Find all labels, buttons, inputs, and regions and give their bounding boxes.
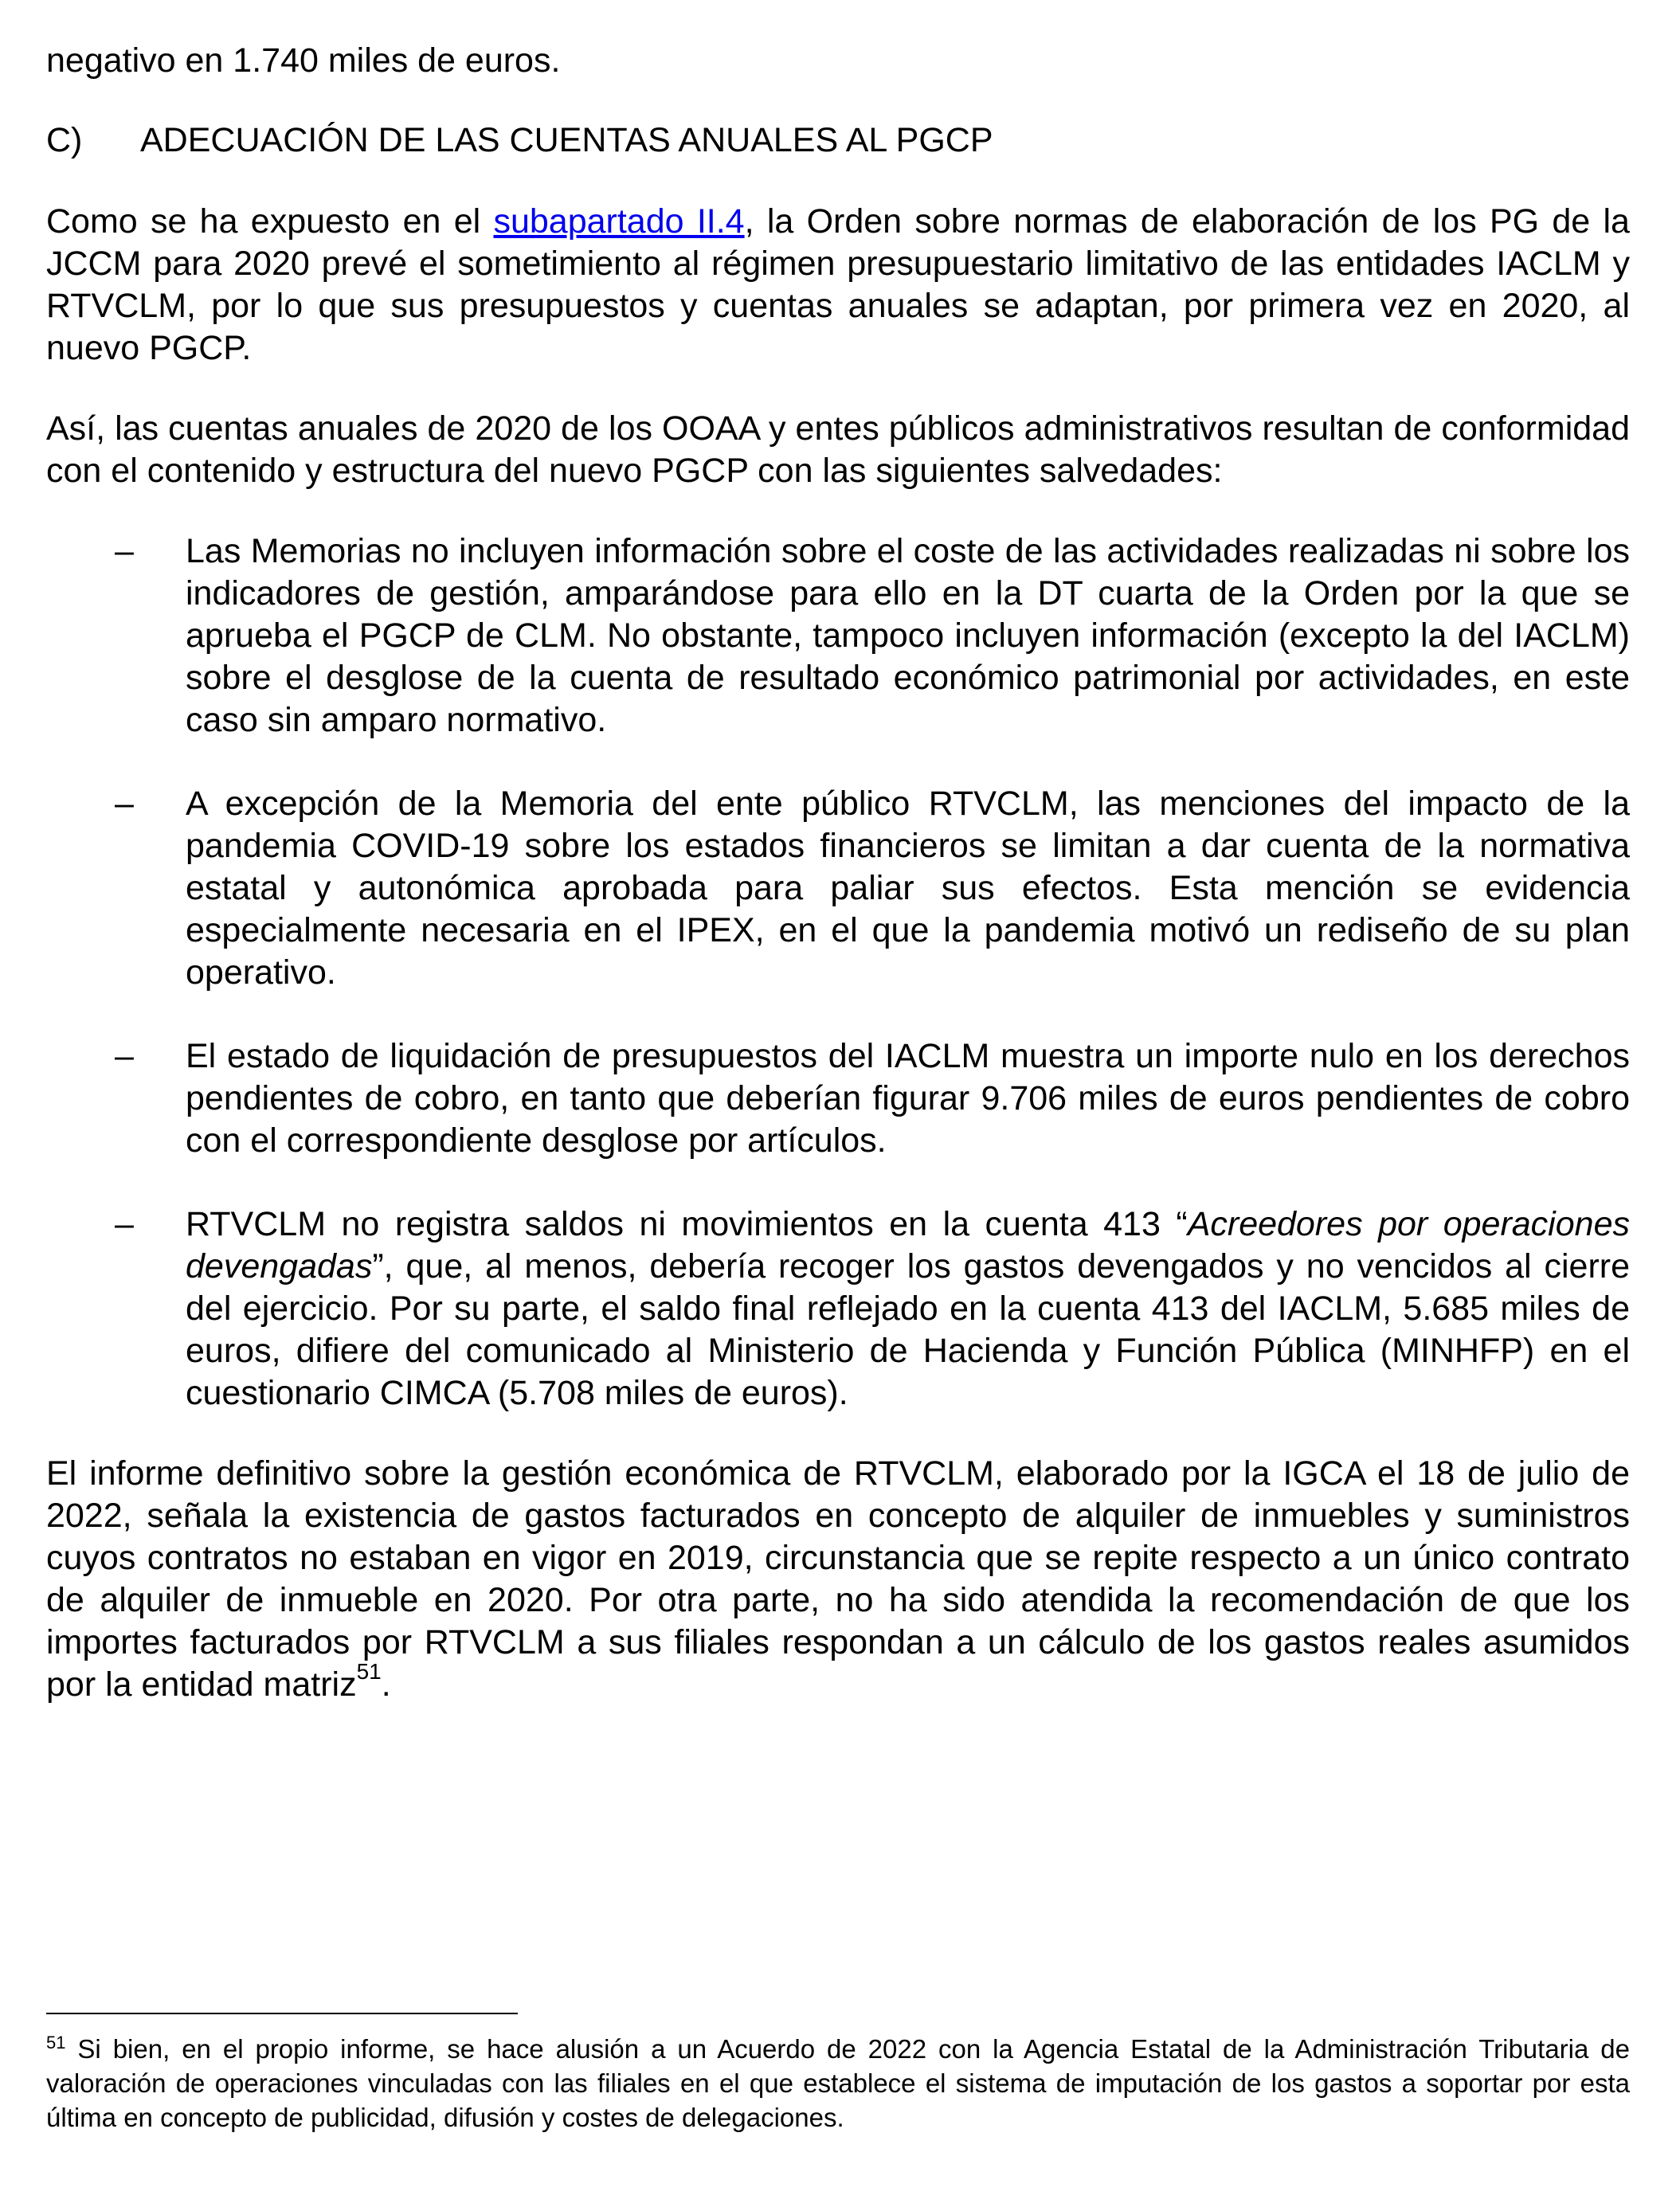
list-item — [46, 1035, 1630, 1162]
dash-bullet-icon: – — [115, 785, 134, 823]
paragraph-2: Así, las cuentas anuales de 2020 de los OOAA y entes públicos administrativos resultan de conformidad con el contenido y estructura del nuevo PGCP con las siguientes salvedades: — [46, 409, 1630, 490]
paragraph-1-start: Como se ha expuesto en el — [46, 202, 494, 241]
list-item-text: Las Memorias no incluyen información sobre el coste de las actividades realizadas ni sobre los indicadores de gestión, amparándose para ello en la DT cuarta de la Orden por la que se aprueba el PGCP de CLM. No obstante, tampoco incluyen información (excepto la del IACLM) sobre el desglose de la cuenta de resultado económico patrimonial por actividades, en este caso sin amparo normativo. — [186, 532, 1630, 739]
list-item — [46, 1203, 1630, 1415]
paragraph-1 — [46, 201, 1630, 370]
list-item — [46, 530, 1630, 742]
dash-bullet-icon: – — [115, 532, 134, 570]
section-title: ADECUACIÓN DE LAS CUENTAS ANUALES AL PGCP — [140, 121, 993, 159]
paragraph-3-text: El informe definitivo sobre la gestión económica de RTVCLM, elaborado por la IGCA el 18 de julio de 2022, señala la existencia de gastos facturados en concepto de alquiler de inmuebles y suministros cuyos contratos no estaban en vigor en 2019, circunstancia que se repite respecto a un único contrato de alquiler de inmueble en 2020. Por otra parte, no ha sido atendida la recomendación de que los importes facturados por RTVCLM a sus filiales respondan a un cálculo de los gastos reales asumidos por la entidad matriz — [46, 1454, 1630, 1704]
dash-bullet-icon: – — [115, 1205, 134, 1243]
salvedades-list — [46, 530, 1630, 1415]
list-item-text — [186, 1203, 1630, 1415]
list-item-text-end: ”, que, al menos, debería recoger los gastos devengados y no vencidos al cierre del ejercicio. Por su parte, el saldo final reflejado en la cuenta 413 del IACLM, 5.685 miles de euros, difiere del comunicado al Ministerio de Hacienda y Función Pública (MINHFP) en el cuestionario CIMCA (5.708 miles de euros). — [186, 1247, 1630, 1412]
document-body — [46, 40, 1630, 1706]
footnote-text: Si bien, en el propio informe, se hace alusión a un Acuerdo de 2022 con la Agencia Estatal de la Administración Tributaria de valoración de operaciones vinculadas con las filiales en el que establece el sistema de imputación de los gastos a soportar por esta última en concepto de publicidad, difusión y costes de delegaciones. — [46, 2034, 1630, 2132]
list-item-text: El estado de liquidación de presupuestos del IACLM muestra un importe nulo en los derechos pendientes de cobro, en tanto que deberían figurar 9.706 miles de euros pendientes de cobro con el correspondiente desglose por artículos. — [186, 1037, 1630, 1160]
list-item — [46, 783, 1630, 994]
footnote-area — [46, 2013, 1630, 2135]
paragraph-3 — [46, 1453, 1630, 1706]
paragraph-3-end: . — [381, 1665, 391, 1704]
intro-text: negativo en 1.740 miles de euros. — [46, 41, 561, 80]
dash-bullet-icon: – — [115, 1037, 134, 1075]
subapartado-link[interactable]: subapartado II.4 — [493, 202, 745, 241]
list-item-text: A excepción de la Memoria del ente público RTVCLM, las menciones del impacto de la pandemia COVID-19 sobre los estados financieros se limitan a dar cuenta de la normativa estatal y autonómica aprobada para paliar sus efectos. Esta mención se evidencia especialmente necesaria en el IPEX, en el que la pandemia motivó un rediseño de su plan operativo. — [186, 785, 1630, 992]
account-name-italic: Acreedores por operaciones devengadas — [186, 1205, 1630, 1286]
footnote-number: 51 — [46, 2033, 66, 2053]
footnote-reference[interactable]: 51 — [356, 1658, 382, 1684]
footnote-separator — [46, 2013, 518, 2014]
section-number: C) — [46, 121, 83, 159]
footnote — [46, 2032, 1630, 2135]
list-item-text-start: RTVCLM no registra saldos ni movimientos en la cuenta 413 “ — [186, 1205, 1188, 1243]
section-heading — [46, 119, 1630, 162]
paragraph-1-end: , la Orden sobre normas de elaboración de los PG de la JCCM para 2020 prevé el sometimiento al régimen presupuestario limitativo de las entidades IACLM y RTVCLM, por lo que sus presupuestos y cuentas anuales se adaptan, por primera vez en 2020, al nuevo PGCP. — [46, 202, 1630, 367]
